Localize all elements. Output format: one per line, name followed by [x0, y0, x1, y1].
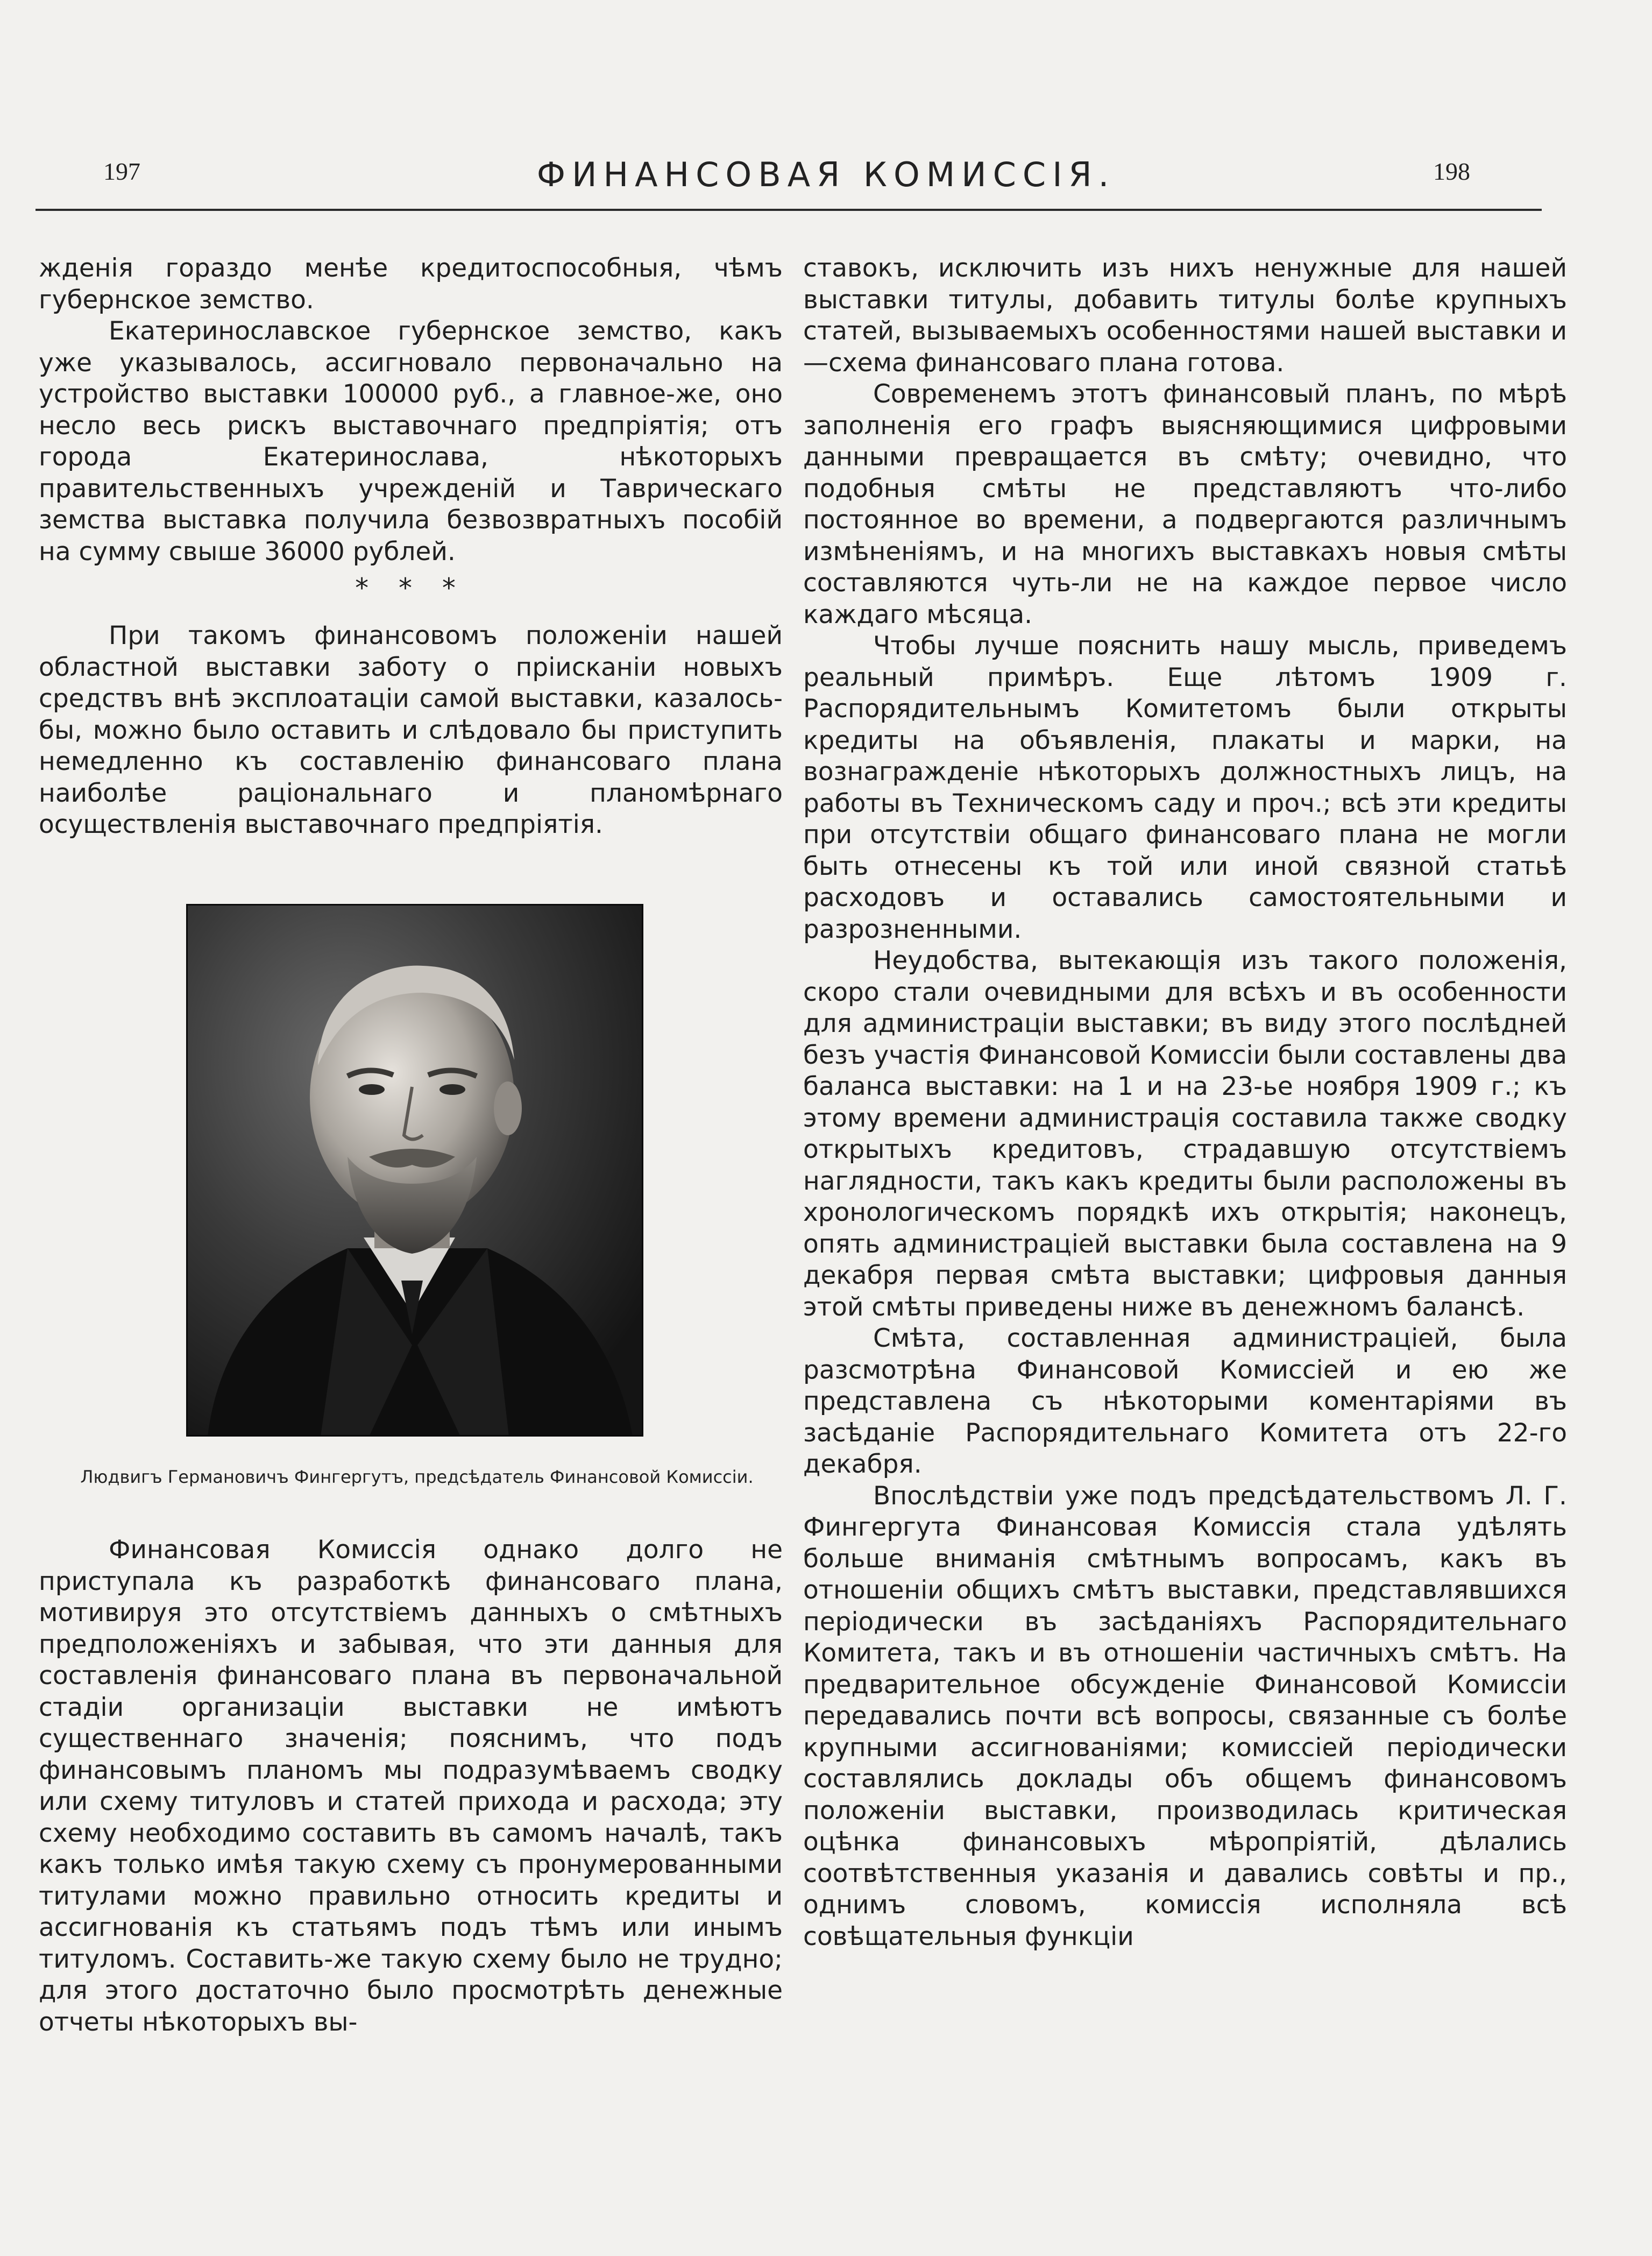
paragraph: Чтобы лучше пояснить нашу мысль, приведемъ реальный примѣръ. Еще лѣтомъ 1909 г. Распорядительнымъ Комитетомъ были открыты кредиты на объявленія, плакаты и марки, на вознагражденіе нѣкоторыхъ должностныхъ лицъ, на работы въ Техническомъ саду и проч.; всѣ эти кредиты при отсутствіи общаго финансоваго плана не могли быть отнесены къ той или иной связной статьѣ расходовъ и оставались самостоятельными и разрозненными. — [803, 631, 1567, 944]
page-number-left: 197 — [103, 158, 140, 185]
right-column — [803, 253, 1567, 1953]
paragraph: Екатеринославское губернское земство, какъ уже указывалось, ассигновало первоначально на устройство выставки 100000 руб., а главное-же, оно несло весь рискъ выставочнаго предпріятія; отъ города Екатеринослава, нѣкоторыхъ правительственныхъ учрежденій и Таврическаго земства выставка получила безвозвратныхъ пособій на сумму свыше 36000 рублей. — [39, 316, 783, 567]
page-number-right: 198 — [1433, 158, 1470, 185]
left-column-top — [39, 253, 783, 841]
portrait-photo — [186, 904, 643, 1437]
paragraph: Впослѣдствіи уже подъ предсѣдательствомъ Л. Г. Фингергута Финансовая Комиссія стала удѣлять больше вниманія смѣтнымъ вопросамъ, какъ въ отношеніи общихъ смѣтъ выставки, представлявшихся періодически въ засѣданіяхъ Распорядительнаго Комитета, такъ и въ отношеніи частичныхъ смѣтъ. На предварительное обсужденіе Финансовой Комиссіи передавались почти всѣ вопросы, связанные съ болѣе крупными ассигнованіями; комиссіей періодически составлялись доклады объ общемъ финансовомъ положеніи выставки, производилась критическая оцѣнка финансовыхъ мѣропріятій, дѣлались соотвѣтственныя указанія и давались совѣты и пр., однимъ словомъ, комиссія исполняла всѣ совѣщательныя функціи — [803, 1481, 1567, 1951]
paragraph: Смѣта, составленная администраціей, была разсмотрѣна Финансовой Комиссіей и ею же представлена съ нѣкоторыми коментаріями въ засѣданіе Распорядительнаго Комитета отъ 22-го декабря. — [803, 1324, 1567, 1479]
paragraph: Финансовая Комиссія однако долго не приступала къ разработкѣ финансоваго плана, мотивируя это отсутствіемъ данныхъ о смѣтныхъ предположеніяхъ и забывая, что эти данныя для составленія финансоваго плана въ первоначальной стадіи организаціи выставки не имѣютъ существеннаго значенія; пояснимъ, что подъ финансовымъ планомъ мы подразумѣваемъ сводку или схему титуловъ и статей прихода и расхода; эту схему необходимо составить въ самомъ началѣ, такъ какъ только имѣя такую схему съ пронумерованными титулами можно правильно относить кредиты и ассигнованія къ статьямъ подъ тѣмъ или инымъ титуломъ. Составить-же такую схему было не трудно; для этого достаточно было просмотрѣть денежные отчеты нѣкоторыхъ вы- — [39, 1535, 783, 2037]
asterism: * * * — [355, 572, 466, 604]
photo-caption: Людвигъ Германовичъ Фингергутъ, предсѣдатель Финансовой Комиссіи. — [80, 1467, 754, 1487]
paragraph: жденія гораздо менѣе кредитоспособныя, чѣмъ губернское земство. — [39, 253, 783, 315]
header-rule — [36, 209, 1542, 211]
paragraph: При такомъ финансовомъ положеніи нашей областной выставки заботу о прiисканіи новыхъ средствъ внѣ эксплоатаціи самой выставки, казалось-бы, можно было оставить и слѣдовало бы приступить немедленно къ составленію финансоваго плана наиболѣе раціональнаго и планомѣрнаго осуществленія выставочнаго предпріятія. — [39, 621, 783, 839]
running-title: ФИНАНСОВАЯ КОМИССІЯ. — [536, 155, 1116, 194]
paragraph: ставокъ, исключить изъ нихъ ненужные для нашей выставки титулы, добавить титулы болѣе крупныхъ статей, вызываемыхъ особенностями нашей выставки и—схема финансоваго плана готова. — [803, 253, 1567, 378]
left-column-bottom — [39, 1534, 783, 2038]
paragraph: Неудобства, вытекающія изъ такого положенія, скоро стали очевидными для всѣхъ и въ особенности для администраціи выставки; въ виду этого послѣдней безъ участія Финансовой Комиссіи были составлены два баланса выставки: на 1 и на 23-ье ноября 1909 г.; къ этому времени администрація составила также сводку открытыхъ кредитовъ, страдавшую отсутствіемъ наглядности, такъ какъ кредиты были расположены въ хронологическомъ порядкѣ ихъ открытія; наконецъ, опять администраціей выставки была составлена на 9 декабря первая смѣта выставки; цифровыя данныя этой смѣты приведены ниже въ денежномъ балансѣ. — [803, 946, 1567, 1322]
paragraph: Современемъ этотъ финансовый планъ, по мѣрѣ заполненія его графъ выясняющимися цифровыми данными превращается въ смѣту; очевидно, что подобныя смѣты не представляютъ что-либо постоянное во времени, а подвергаются различнымъ измѣненіямъ, и на многихъ выставкахъ новыя смѣты составляются чуть-ли не на каждое первое число каждаго мѣсяца. — [803, 379, 1567, 630]
